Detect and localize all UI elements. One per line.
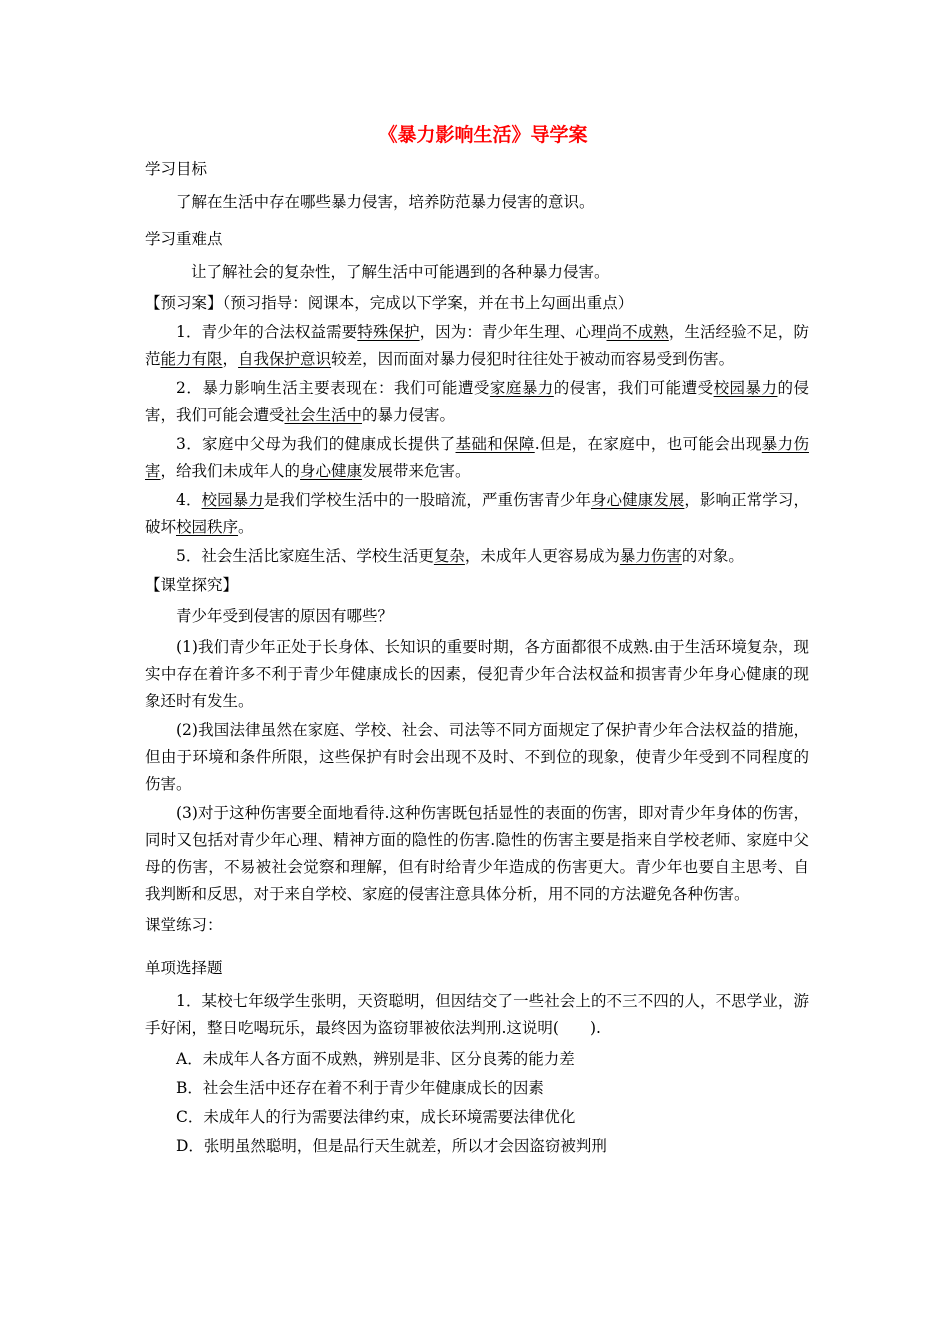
underlined-answer: 身心健康发展 [590, 491, 685, 509]
item-text: .但是，在家庭中，也可能会出现 [534, 435, 762, 453]
document-page [145, 118, 809, 1162]
item-text: ， [222, 350, 239, 368]
item-text: 4． [176, 491, 202, 509]
underlined-answer: 校园暴力 [201, 491, 264, 509]
explore-question: 青少年受到侵害的原因有哪些？ [176, 607, 394, 625]
option-b: B．社会生活中还存在着不利于青少年健康成长的因素 [176, 1079, 544, 1097]
explore-answer-2: (2)我国法律虽然在家庭、学校、社会、司法等不同方面规定了保护青少年合法权益的措施，但由于环境和条件所限，这些保护有时会出现不及时、不到位的现象，使青少年受到不同程度的伤害。 [145, 721, 809, 793]
practice-question: 1．某校七年级学生张明，天资聪明，但因结交了一些社会上的不三不四的人，不思学业，游手好闲，整日吃喝玩乐，最终因为盗窃罪被依法判刑.这说明( ). [145, 992, 809, 1037]
preview-item-4 [145, 487, 809, 541]
underlined-answer: 尚不成熟 [606, 323, 669, 341]
underlined-answer: 特殊保护 [357, 323, 420, 341]
option-d: D．张明虽然聪明，但是品行天生就差，所以才会因盗窃被判刑 [176, 1137, 607, 1155]
option-a: A．未成年人各方面不成熟，辨别是非、区分良莠的能力差 [176, 1050, 575, 1068]
item-text: 的暴力侵害。 [362, 406, 456, 424]
underlined-answer: 校园秩序 [176, 518, 239, 536]
preview-item-1 [145, 319, 809, 373]
practice-subheading: 单项选择题 [145, 959, 223, 977]
practice-heading: 课堂练习： [145, 916, 223, 934]
item-text: ，因为：青少年生理、心理 [419, 323, 607, 341]
item-text: ，未成年人更容易成为 [464, 547, 620, 565]
item-text: 2．暴力影响生活主要表现在：我们可能遭受 [176, 379, 490, 397]
item-text: 1．青少年的合法权益需要 [176, 323, 358, 341]
preview-items [145, 319, 809, 570]
explore-answer-1: (1)我们青少年正处于长身体、长知识的重要时期，各方面都很不成熟.由于生活环境复杂，现实中存在着许多不利于青少年健康成长的因素，侵犯青少年合法权益和损害青少年身心健康的现象还时有发生。 [145, 638, 809, 710]
underlined-answer: 校园暴力 [713, 379, 778, 397]
underlined-answer: 暴力伤害 [145, 435, 809, 480]
item-text: ，影响正常学习，破坏 [145, 491, 809, 536]
preview-item-2 [145, 375, 809, 429]
underlined-answer: 能力有限 [160, 350, 223, 368]
explore-answer-3: (3)对于这种伤害要全面地看待.这种伤害既包括显性的表面的伤害，即对青少年身体的伤害，同时又包括对青少年心理、精神方面的隐性的伤害.隐性的伤害主要是指来自学校老师、家庭中父母的伤害，不易被社会觉察和理解，但有时给青少年造成的伤害更大。青少年也要自主思考、自我判断和反思，对于来自学校、家庭的侵害注意具体分析，用不同的方法避免各种伤害。 [145, 804, 809, 903]
item-text: 较差，因而面对暴力侵犯时往往处于被动而容易受到伤害。 [331, 350, 735, 368]
preview-heading: 【预习案】（预习指导：阅课本，完成以下学案，并在书上勾画出重点） [145, 294, 634, 312]
item-text: 。 [238, 518, 254, 536]
underlined-answer: 暴力伤害 [619, 547, 682, 565]
item-text: 5．社会生活比家庭生活、学校生活更 [176, 547, 434, 565]
option-c: C．未成年人的行为需要法律约束，成长环境需要法律优化 [176, 1108, 576, 1126]
item-text: 的侵害，我们可能遭受 [553, 379, 714, 397]
item-text: ，生活经验不足，防范 [145, 323, 809, 368]
underlined-answer: 基础和保障 [455, 435, 535, 453]
keypoints-text: 让了解社会的复杂性，了解生活中可能遇到的各种暴力侵害。 [191, 263, 610, 281]
explore-heading: 【课堂探究】 [145, 576, 239, 594]
underlined-answer: 社会生活中 [284, 406, 363, 424]
keypoints-heading: 学习重难点 [145, 230, 223, 248]
goals-text: 了解在生活中存在哪些暴力侵害，培养防范暴力侵害的意识。 [176, 193, 595, 211]
preview-item-5 [145, 543, 809, 570]
underlined-answer: 家庭暴力 [489, 379, 554, 397]
item-text: 的对象。 [681, 547, 744, 565]
item-text: 3．家庭中父母为我们的健康成长提供了 [176, 435, 456, 453]
item-text: 的侵害，我们可能会遭受 [145, 379, 809, 424]
item-text: ，给我们未成年人的 [160, 462, 301, 480]
underlined-answer: 身心健康 [300, 462, 363, 480]
item-text: 是我们学校生活中的一股暗流，严重伤害青少年 [263, 491, 591, 509]
item-text: 发展带来危害。 [362, 462, 471, 480]
preview-item-3 [145, 431, 809, 485]
underlined-answer: 自我保护意识 [238, 350, 332, 368]
underlined-answer: 复杂 [433, 547, 465, 565]
goals-heading: 学习目标 [145, 160, 208, 178]
document-title: 《暴力影响生活》导学案 [378, 124, 588, 146]
